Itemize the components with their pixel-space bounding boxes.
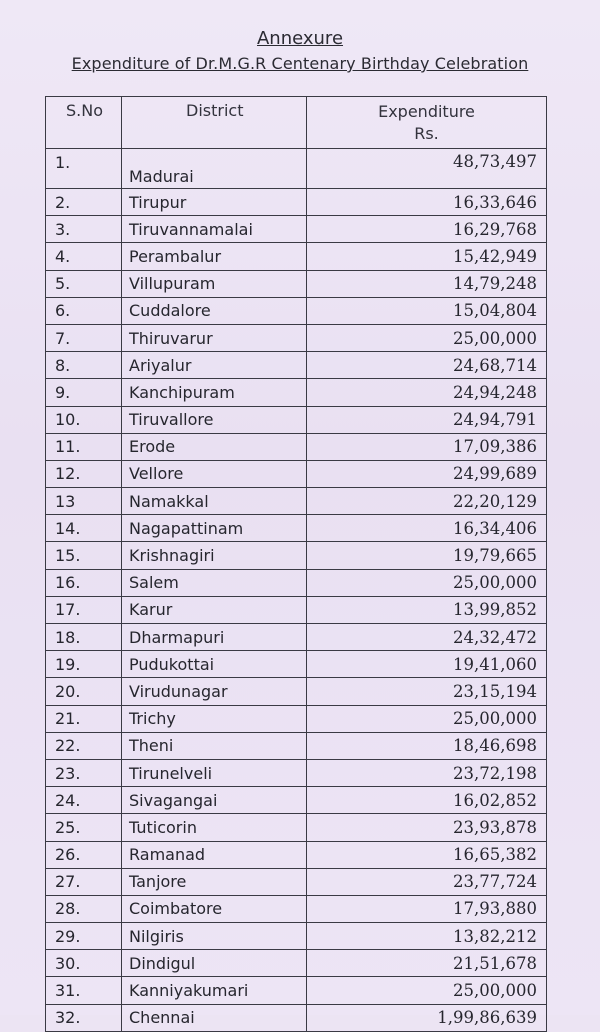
table-row [46, 270, 547, 297]
row-district: Tirupur [122, 189, 307, 216]
row-district: Nagapattinam [122, 515, 307, 542]
row-district: Tiruvallore [122, 406, 307, 433]
table-row [46, 596, 547, 623]
row-amount: 22,20,129 [307, 488, 547, 515]
table-row [46, 515, 547, 542]
row-sno: 22. [46, 732, 122, 759]
row-amount: 17,93,880 [307, 895, 547, 922]
row-sno: 3. [46, 216, 122, 243]
row-district: Trichy [122, 705, 307, 732]
row-sno: 15. [46, 542, 122, 569]
row-sno: 23. [46, 759, 122, 786]
row-sno: 25. [46, 814, 122, 841]
row-amount: 15,04,804 [307, 297, 547, 324]
table-row [46, 651, 547, 678]
header-district: District [122, 97, 307, 149]
row-district: Chennai [122, 1004, 307, 1031]
table-row [46, 950, 547, 977]
row-sno: 4. [46, 243, 122, 270]
row-district: Madurai [122, 149, 307, 189]
table-row [46, 189, 547, 216]
row-sno: 11. [46, 433, 122, 460]
row-sno: 9. [46, 379, 122, 406]
row-district: Ramanad [122, 841, 307, 868]
row-amount: 23,72,198 [307, 759, 547, 786]
table-row [46, 488, 547, 515]
table-row [46, 406, 547, 433]
row-sno: 6. [46, 297, 122, 324]
row-sno: 30. [46, 950, 122, 977]
row-amount: 17,09,386 [307, 433, 547, 460]
row-district: Erode [122, 433, 307, 460]
row-district: Ariyalur [122, 352, 307, 379]
table-row [46, 352, 547, 379]
row-district: Theni [122, 732, 307, 759]
row-sno: 5. [46, 270, 122, 297]
table-row [46, 705, 547, 732]
row-sno: 17. [46, 596, 122, 623]
row-sno: 31. [46, 977, 122, 1004]
row-amount: 23,93,878 [307, 814, 547, 841]
row-amount: 16,29,768 [307, 216, 547, 243]
table-row [46, 216, 547, 243]
row-sno: 19. [46, 651, 122, 678]
row-sno: 24. [46, 787, 122, 814]
page-subtitle: Expenditure of Dr.M.G.R Centenary Birthday Celebration [71, 54, 529, 73]
row-district: Tuticorin [122, 814, 307, 841]
row-sno: 10. [46, 406, 122, 433]
table-row [46, 787, 547, 814]
row-amount: 19,79,665 [307, 542, 547, 569]
row-amount: 13,99,852 [307, 596, 547, 623]
row-sno: 13 [46, 488, 122, 515]
expenditure-table [45, 96, 547, 1032]
row-district: Krishnagiri [122, 542, 307, 569]
table-row [46, 814, 547, 841]
table-row [46, 678, 547, 705]
row-amount: 16,65,382 [307, 841, 547, 868]
row-sno: 20. [46, 678, 122, 705]
page-title: Annexure [256, 28, 344, 49]
row-sno: 2. [46, 189, 122, 216]
row-sno: 14. [46, 515, 122, 542]
row-amount: 25,00,000 [307, 569, 547, 596]
row-amount: 16,34,406 [307, 515, 547, 542]
table-row [46, 460, 547, 487]
row-amount: 21,51,678 [307, 950, 547, 977]
table-row [46, 569, 547, 596]
table-row [46, 624, 547, 651]
row-amount: 16,33,646 [307, 189, 547, 216]
table-row [46, 923, 547, 950]
table-header-row [46, 97, 547, 149]
table-row [46, 149, 547, 189]
row-sno: 27. [46, 868, 122, 895]
table-row [46, 243, 547, 270]
table-row [46, 1004, 547, 1031]
row-sno: 7. [46, 324, 122, 351]
table-row [46, 895, 547, 922]
row-sno: 8. [46, 352, 122, 379]
row-amount: 48,73,497 [307, 149, 547, 189]
row-district: Virudunagar [122, 678, 307, 705]
row-sno: 16. [46, 569, 122, 596]
row-amount: 24,94,248 [307, 379, 547, 406]
row-district: Tanjore [122, 868, 307, 895]
row-amount: 24,99,689 [307, 460, 547, 487]
row-sno: 28. [46, 895, 122, 922]
row-district: Thiruvarur [122, 324, 307, 351]
row-sno: 12. [46, 460, 122, 487]
header-sno: S.No [46, 97, 122, 149]
row-district: Perambalur [122, 243, 307, 270]
row-district: Kanniyakumari [122, 977, 307, 1004]
row-district: Tirunelveli [122, 759, 307, 786]
row-district: Nilgiris [122, 923, 307, 950]
row-amount: 13,82,212 [307, 923, 547, 950]
row-sno: 32. [46, 1004, 122, 1031]
row-amount: 14,79,248 [307, 270, 547, 297]
row-amount: 25,00,000 [307, 977, 547, 1004]
table-row [46, 732, 547, 759]
row-amount: 24,94,791 [307, 406, 547, 433]
row-amount: 18,46,698 [307, 732, 547, 759]
row-amount: 24,68,714 [307, 352, 547, 379]
row-sno: 26. [46, 841, 122, 868]
table-row [46, 324, 547, 351]
table-row [46, 868, 547, 895]
row-district: Coimbatore [122, 895, 307, 922]
row-amount: 25,00,000 [307, 324, 547, 351]
row-sno: 21. [46, 705, 122, 732]
header-expenditure-label: Expenditure [378, 102, 475, 121]
row-amount: 25,00,000 [307, 705, 547, 732]
table-row [46, 433, 547, 460]
table-row [46, 977, 547, 1004]
row-amount: 23,15,194 [307, 678, 547, 705]
row-district: Vellore [122, 460, 307, 487]
row-district: Dindigul [122, 950, 307, 977]
row-district: Pudukottai [122, 651, 307, 678]
table-row [46, 841, 547, 868]
row-sno: 18. [46, 624, 122, 651]
row-district: Sivagangai [122, 787, 307, 814]
row-amount: 16,02,852 [307, 787, 547, 814]
table-row [46, 379, 547, 406]
row-district: Villupuram [122, 270, 307, 297]
row-amount: 15,42,949 [307, 243, 547, 270]
row-amount: 1,99,86,639 [307, 1004, 547, 1031]
row-district: Kanchipuram [122, 379, 307, 406]
row-district: Namakkal [122, 488, 307, 515]
row-amount: 24,32,472 [307, 624, 547, 651]
header-expenditure [307, 97, 547, 149]
table-row [46, 297, 547, 324]
table-row [46, 542, 547, 569]
row-district: Karur [122, 596, 307, 623]
row-amount: 19,41,060 [307, 651, 547, 678]
row-district: Salem [122, 569, 307, 596]
row-district: Dharmapuri [122, 624, 307, 651]
row-amount: 23,77,724 [307, 868, 547, 895]
header-unit-label: Rs. [414, 124, 439, 143]
row-district: Cuddalore [122, 297, 307, 324]
table-row [46, 759, 547, 786]
row-district: Tiruvannamalai [122, 216, 307, 243]
row-sno: 29. [46, 923, 122, 950]
row-sno: 1. [46, 149, 122, 189]
